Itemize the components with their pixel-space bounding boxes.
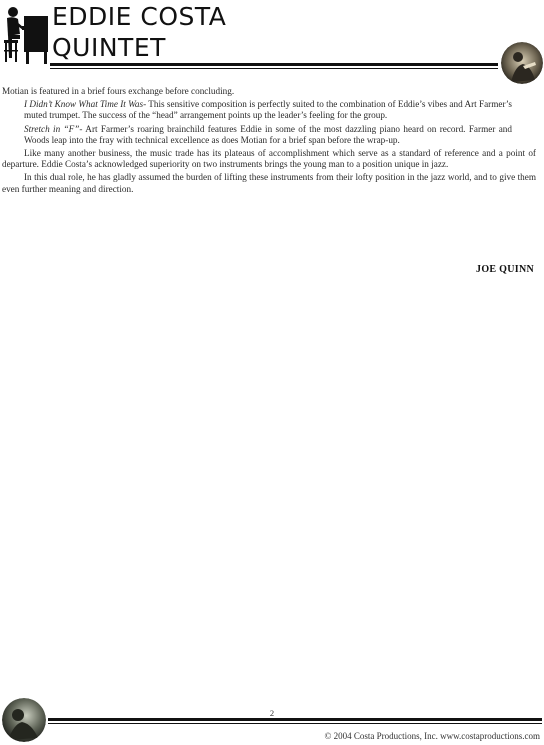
pianist-silhouette-icon: [2, 2, 50, 64]
footer-rule: [48, 718, 542, 721]
paragraph: Motian is featured in a brief fours exchange before concluding.: [2, 86, 235, 96]
article-body: [0, 86, 536, 195]
header-rule: [50, 63, 498, 66]
track-description: - Art Farmer’s roaring brainchild features Eddie in some of the most dazzling piano heard on record. Farmer and Woods leap into the fray with technical excellence as does Motian for a brief span before the wrap-up.: [24, 123, 512, 145]
footer-rule-thin: [48, 723, 542, 724]
track-paragraph: [0, 124, 536, 146]
title-line-2: QUINTET: [52, 33, 166, 62]
track-title: I Didn’t Know What Time It Was: [24, 99, 144, 110]
musician-photo-footer: [2, 698, 46, 742]
author-signature: JOE QUINN: [476, 264, 534, 275]
title-line-1: EDDIE COSTA: [52, 2, 227, 31]
header-rule-thin: [50, 68, 498, 69]
paragraph: Like many another business, the music trade has its plateaus of accomplishment which serve as a standard of reference and a point of departure. Eddie Costa’s acknowledged superiority on two instruments brings the young man to a position unique in jazz.: [2, 148, 536, 170]
page-title: [52, 1, 226, 63]
page-header: [0, 0, 544, 90]
copyright-notice: © 2004 Costa Productions, Inc. www.costaproductions.com: [324, 731, 540, 741]
track-paragraph: [0, 99, 536, 121]
track-title: Stretch in “F”: [24, 123, 80, 134]
page-number: 2: [269, 708, 275, 718]
musician-photo: [501, 42, 543, 84]
track-description: - This sensitive composition is perfectly suited to the combination of Eddie’s vibes and Art Farmer’s muted trumpet. The success of the “head” arrangement points up the leader’s feeling for the group.: [24, 99, 512, 121]
paragraph: In this dual role, he has gladly assumed the burden of lifting these instruments from their lofty position in the jazz world, and to give them even further meaning and direction.: [2, 172, 536, 194]
